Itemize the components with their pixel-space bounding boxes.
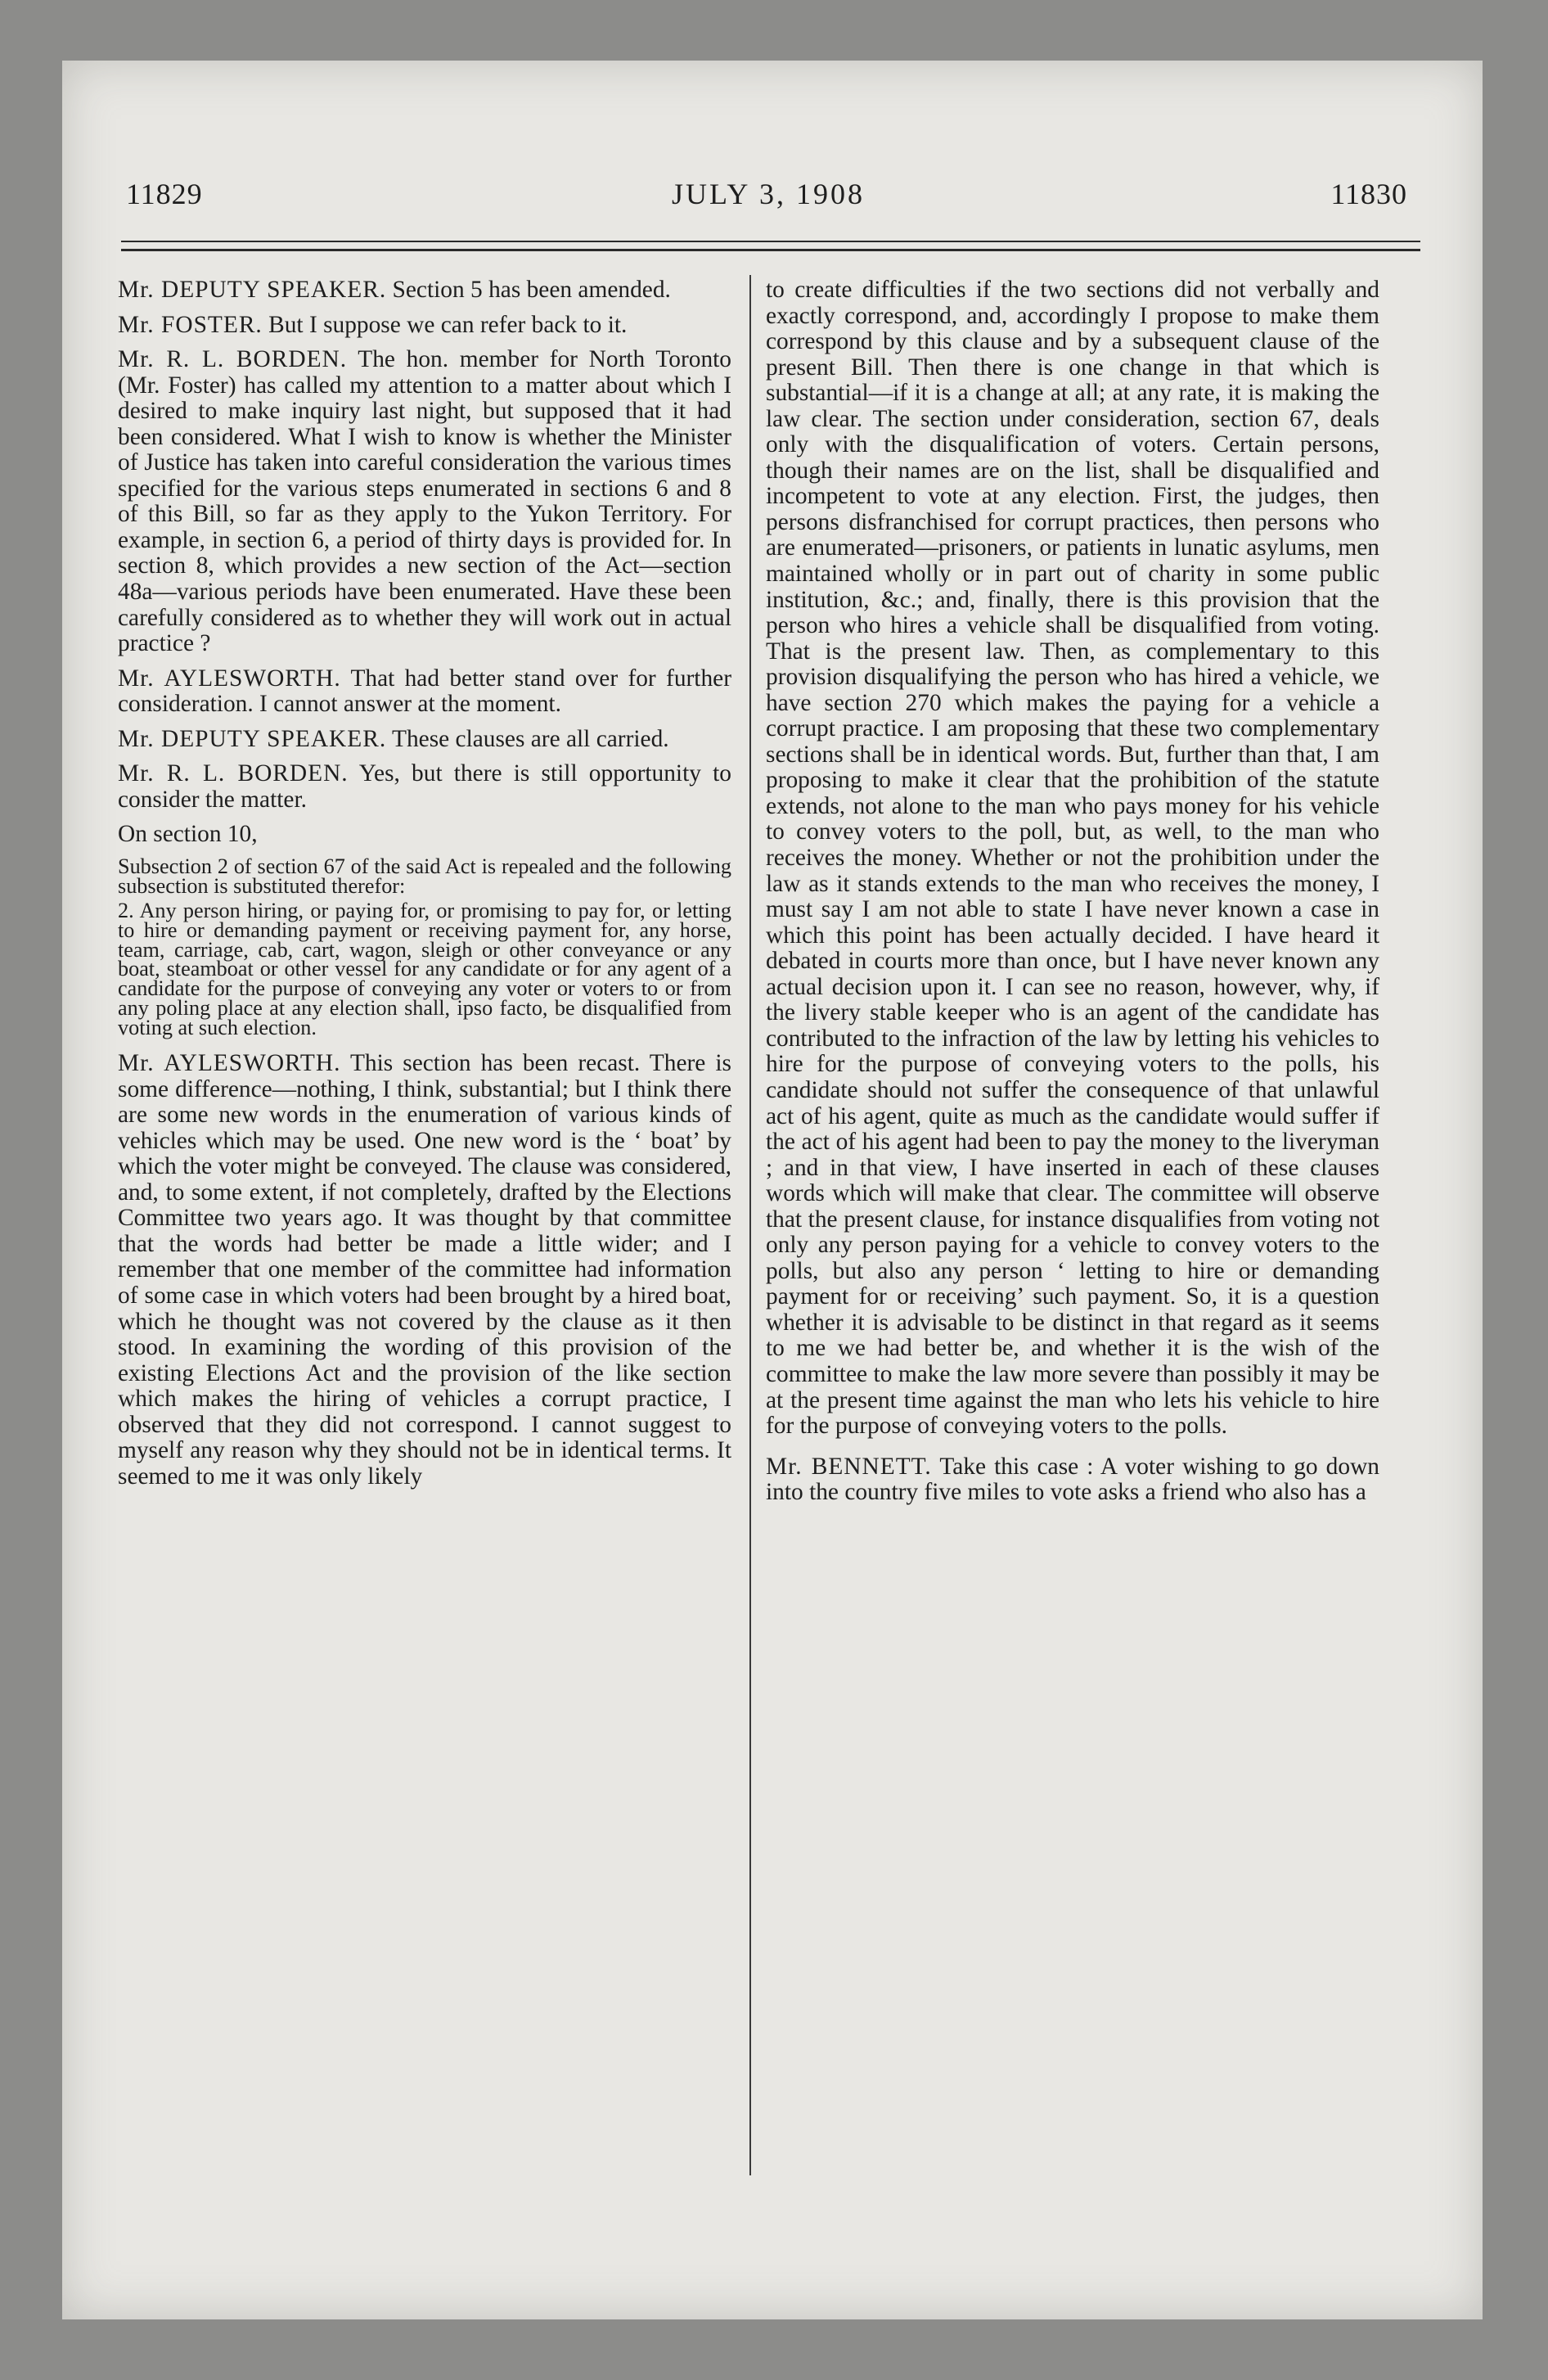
- page-number-right: 11830: [1330, 178, 1407, 210]
- speech-text: Take this case : A voter wishing to go down into the country five miles to vote asks a friend who also has a: [766, 1453, 1379, 1506]
- speaker-name: Mr. R. L. BORDEN.: [118, 760, 349, 787]
- left-column: [118, 277, 731, 1490]
- speaker-name: Mr. BENNETT.: [766, 1453, 932, 1480]
- speech-text: These clauses are all carried.: [386, 725, 669, 752]
- paragraph: [118, 666, 731, 718]
- paragraph: [118, 277, 731, 304]
- speaker-name: Mr. AYLESWORTH.: [118, 1050, 341, 1077]
- column-divider: [749, 275, 751, 2175]
- speaker-name: Mr. FOSTER.: [118, 311, 263, 338]
- page-date: JULY 3, 1908: [671, 178, 866, 210]
- quoted-clause-intro: Subsection 2 of section 67 of the said Act is repealed and the following subsection is substituted therefor:: [118, 854, 731, 898]
- paragraph: [118, 1051, 731, 1490]
- speech-text: That had better stand over for further consideration. I cannot answer at the moment.: [118, 665, 731, 718]
- speech-text: Yes, but there is still opportunity to consider the matter.: [118, 760, 732, 813]
- page: [62, 61, 1483, 2319]
- right-column: [766, 277, 1379, 1506]
- running-header: [118, 177, 1419, 210]
- paragraph: [118, 347, 731, 657]
- speech-text: This section has been recast. There is some difference—nothing, I think, substantial; but I think there are some new words in the enumeration of various kinds of vehicles which may be used. One new word is the ‘ boat’ by which the voter might be conveyed. The clause was considered, and, to some extent, if not completely, drafted by the Elections Committee two years ago. It was thought by that committee that the words had better be made a little wider; and I remember that one member of the committee had information of some case in which voters had been brought by a hired boat, which he thought was not covered by the clause as it then stood. In examining the wording of this provision of the existing Elections Act and the provision of the like section which makes the hiring of vehicles a corrupt practice, I observed that they did not correspond. I cannot suggest to myself any reason why they should not be in identical terms. It seemed to me it was only likely: [118, 1050, 731, 1490]
- speech-text: But I suppose we can refer back to it.: [262, 311, 628, 338]
- speech-text: On section 10,: [118, 821, 258, 848]
- header-rule-thick: [121, 249, 1420, 251]
- header-rule-thin: [121, 241, 1420, 242]
- speaker-name: Mr. R. L. BORDEN.: [118, 346, 348, 373]
- speech-text: to create difficulties if the two sections did not verbally and exactly correspond, and, accordingly I propose to make them correspond by this clause and by a subsequent clause of the present Bill. Then there is one change in that which is substantial—if it is a change at all; at any rate, it is making the law clear. The section under consideration, section 67, deals only with the disqualification of voters. Certain persons, though their names are on the list, shall be disqualified and incompetent to vote at any election. First, the judges, then persons disfranchised for corrupt practices, then persons who are enumerated—prisoners, or patients in lunatic asylums, men maintained wholly or in part out of charity in some public institution, &c.; and, finally, there is this provision that the person who hires a vehicle shall be disqualified from voting. That is the present law. Then, as complementary to this provision disqualifying the person who has hired a vehicle, we have section 270 which makes the paying for a vehicle a corrupt practice. I am proposing that these two complementary sections shall be in identical words. But, further than that, I am proposing to make it clear that the prohibition of the statute extends, not alone to the man who pays money for his vehicle to convey voters to the poll, but, as well, to the man who receives the money. Whether or not the prohibition under the law as it stands extends to the man who receives the money, I must say I am not able to state I have never known a case in which this point has been actually decided. I have heard it debated in courts more than once, but I have never known any actual decision upon it. I can see no reason, however, why, if the livery stable keeper who is an agent of the candidate has contributed to the infraction of the law by letting his vehicles to hire for the purpose of conveying voters to the polls, his candidate should not suffer the consequence of that unlawful act of his agent, quite as much as the candidate would suffer if the act of his agent had been to pay the money to the liveryman ; and in that view, I have inserted in each of these clauses words which will make that clear. The committee will observe that the present clause, for instance disqualifies from voting not only any person paying for a vehicle to convey voters to the polls, but also any person ‘ letting to hire or demanding payment for or receiving’ such payment. So, it is a question whether it is advisable to be distinct in that regard as it seems to me we had better be, and whether it is the wish of the committee to make the law more severe than possibly it may be at the present time against the man who lets his vehicle to hire for the purpose of conveying voters to the polls.: [766, 277, 1379, 1440]
- paragraph: [118, 761, 731, 813]
- speech-text: Section 5 has been amended.: [386, 277, 671, 303]
- quoted-clause-body: 2. Any person hiring, or paying for, or promising to pay for, or letting to hire or demanding payment or receiving payment for, any horse, team, carriage, cab, cart, wagon, sleigh or other conveyance or any boat, steamboat or other vessel for any candidate or for any agent of a candidate for the purpose of conveying any voter or voters to or from any poling place at any election shall, ipso facto, be disqualified from voting at such election.: [118, 898, 731, 1040]
- paragraph: [118, 727, 731, 753]
- page-number-left: 11829: [126, 178, 203, 210]
- speaker-name: Mr. AYLESWORTH.: [118, 665, 341, 692]
- speaker-name: Mr. DEPUTY SPEAKER.: [118, 725, 387, 752]
- speaker-name: Mr. DEPUTY SPEAKER.: [118, 277, 387, 303]
- paragraph: [766, 277, 1379, 1440]
- section-heading: [118, 822, 731, 848]
- speech-text: The hon. member for North Toronto (Mr. Foster) has called my attention to a matter about which I desired to make inquiry last night, but supposed that it had been considered. What I wish to know is whether the Minister of Justice has taken into careful consideration the various times specified for the various steps enumerated in sections 6 and 8 of this Bill, so far as they apply to the Yukon Territory. For example, in section 6, a period of thirty days is provided for. In section 8, which provides a new section of the Act—section 48a—various periods have been enumerated. Have these been carefully considered as to whether they will work out in actual practice ?: [118, 346, 731, 657]
- paragraph: [118, 313, 731, 339]
- paragraph: [766, 1454, 1379, 1506]
